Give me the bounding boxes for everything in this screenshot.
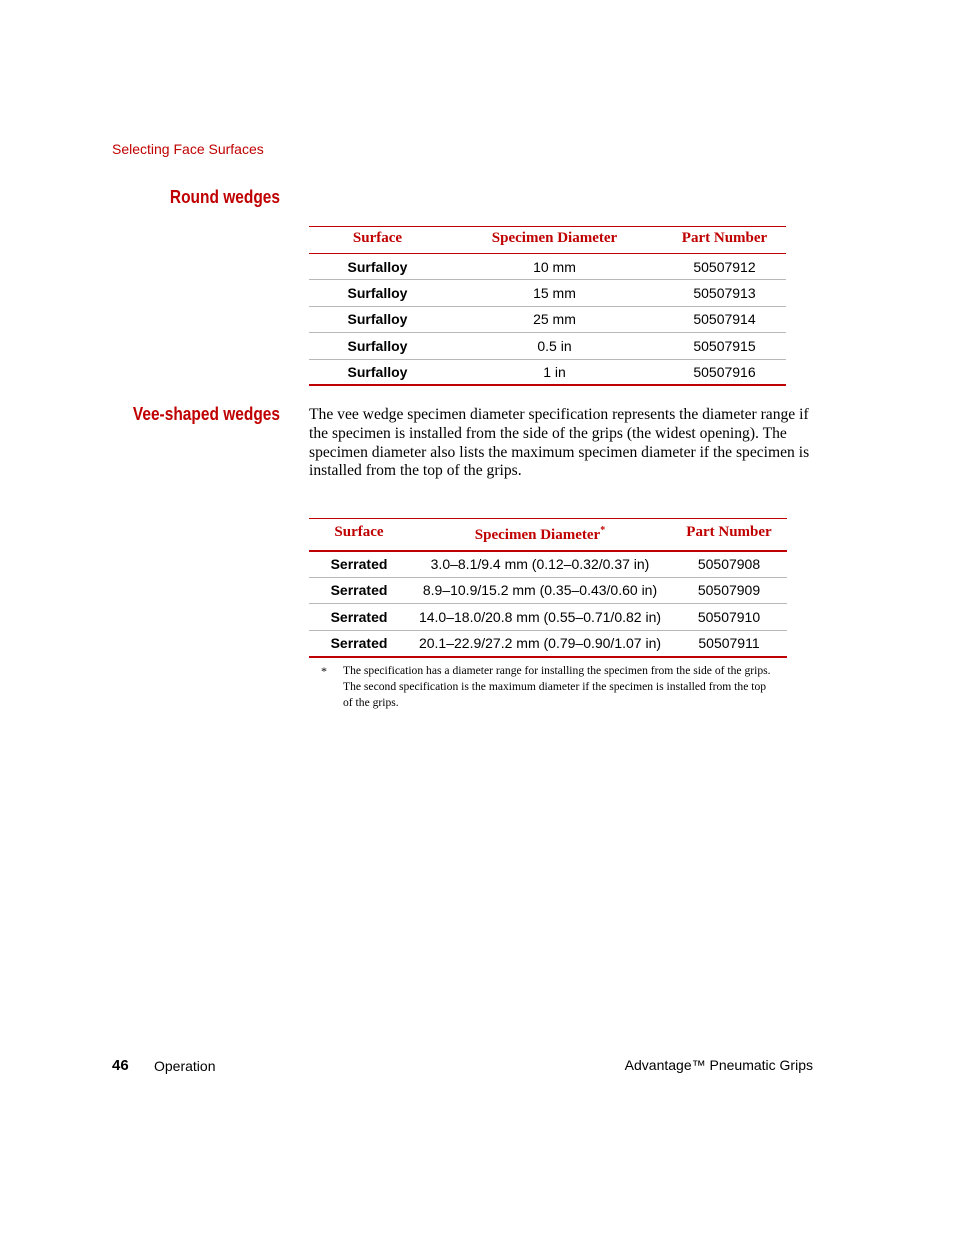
column-header-surface: Surface xyxy=(334,524,384,540)
cell-surface: Serrated xyxy=(309,630,409,657)
column-header-specimen-diameter xyxy=(409,519,671,551)
cell-part-number: 50507912 xyxy=(693,258,756,275)
table-row xyxy=(309,333,786,359)
cell-part-number: 50507913 xyxy=(663,280,786,306)
column-header-surface: Surface xyxy=(352,230,403,246)
specimen-diameter-label: Specimen Diameter xyxy=(474,527,601,543)
vee-shaped-wedges-heading: Vee-shaped wedges xyxy=(132,404,280,424)
cell-surface: Surfalloy xyxy=(309,333,446,359)
table-row xyxy=(309,604,787,631)
round-wedges-table xyxy=(309,226,786,386)
table-row xyxy=(309,280,786,306)
cell-part-number: 50507915 xyxy=(663,333,786,359)
cell-surface: Surfalloy xyxy=(309,306,446,332)
table-header-row xyxy=(309,227,786,254)
cell-part-number: 50507911 xyxy=(671,630,787,657)
table-row xyxy=(309,306,786,332)
cell-specimen-diameter: 0.5 in xyxy=(446,333,663,359)
cell-surface: Surfalloy xyxy=(309,359,446,385)
footnote-marker: * xyxy=(600,525,606,536)
vee-wedges-table xyxy=(309,518,787,658)
cell-specimen-diameter: 14.0–18.0/20.8 mm (0.55–0.71/0.82 in) xyxy=(409,604,671,631)
footer-section-name: Operation xyxy=(154,1058,216,1074)
table-header-row xyxy=(309,519,787,551)
cell-surface: Serrated xyxy=(309,577,409,604)
table-row xyxy=(309,359,786,385)
footer-book-title: Advantage™ Pneumatic Grips xyxy=(624,1057,813,1073)
column-header-part-number: Part Number xyxy=(686,524,772,540)
table-row xyxy=(309,551,787,578)
cell-part-number: 50507909 xyxy=(671,577,787,604)
cell-part-number: 50507908 xyxy=(697,556,761,573)
breadcrumb: Selecting Face Surfaces xyxy=(112,141,264,157)
vee-description: The vee wedge specimen diameter specification represents the diameter range if the specimen is installed from the side of the grips (the widest opening). The specimen diameter also lists the maximum specimen diameter if the specimen is installed from the top of the grips. xyxy=(309,406,810,480)
cell-part-number: 50507914 xyxy=(663,306,786,332)
page-number: 46 xyxy=(112,1057,129,1074)
round-wedges-heading: Round wedges xyxy=(169,187,280,207)
cell-part-number: 50507910 xyxy=(671,604,787,631)
footnote-marker: * xyxy=(321,664,327,678)
cell-surface: Surfalloy xyxy=(347,258,408,275)
cell-surface: Surfalloy xyxy=(309,280,446,306)
cell-specimen-diameter: 20.1–22.9/27.2 mm (0.79–0.90/1.07 in) xyxy=(409,630,671,657)
cell-specimen-diameter: 10 mm xyxy=(533,258,576,275)
cell-specimen-diameter: 8.9–10.9/15.2 mm (0.35–0.43/0.60 in) xyxy=(409,577,671,604)
footnote-text: The specification has a diameter range for installing the specimen from the side of the grips. The second specification is the maximum diameter if the specimen is installed from the top of the grips. xyxy=(343,664,771,709)
column-header-specimen-diameter: Specimen Diameter xyxy=(491,230,618,246)
cell-surface: Serrated xyxy=(309,604,409,631)
cell-surface: Serrated xyxy=(330,556,388,573)
cell-specimen-diameter: 3.0–8.1/9.4 mm (0.12–0.32/0.37 in) xyxy=(430,556,650,573)
table-row xyxy=(309,630,787,657)
cell-part-number: 50507916 xyxy=(663,359,786,385)
cell-specimen-diameter: 1 in xyxy=(446,359,663,385)
cell-specimen-diameter: 15 mm xyxy=(446,280,663,306)
column-header-part-number: Part Number xyxy=(681,230,768,246)
cell-specimen-diameter: 25 mm xyxy=(446,306,663,332)
table-row xyxy=(309,254,786,280)
table-row xyxy=(309,577,787,604)
